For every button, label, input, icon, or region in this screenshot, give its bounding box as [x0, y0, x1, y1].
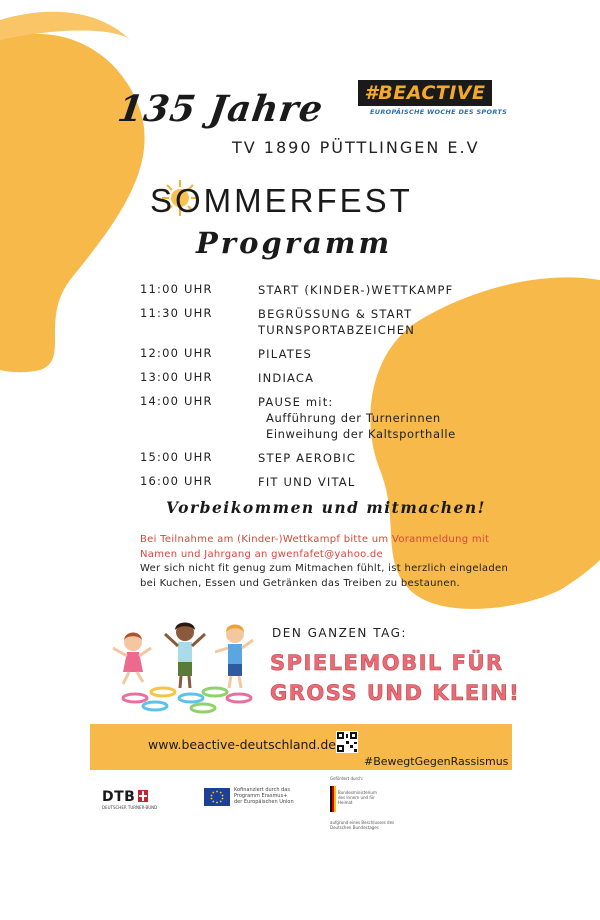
federal-eagle-icon	[330, 786, 338, 812]
schedule-activity: PAUSE mit: Aufführung der Turnerinnen Einweihung der Kaltsporthalle	[258, 395, 456, 441]
schedule-time: 11:30 UHR	[140, 306, 213, 320]
schedule-time: 15:00 UHR	[140, 450, 213, 464]
event-title: SOMMERFEST	[150, 182, 413, 219]
bundestag-note: aufgrund eines Beschlusses des Deutschen Bundestages	[330, 820, 395, 830]
club-name: TV 1890 PÜTTLINGEN E.V	[232, 138, 480, 157]
hashtag: #BewegtGegenRassismus	[364, 755, 509, 768]
funding-label: Gefördert durch:	[330, 776, 364, 781]
schedule-row	[140, 474, 480, 490]
schedule-row	[140, 394, 480, 442]
info-notes	[140, 533, 520, 591]
schedule-activity: PILATES	[258, 347, 312, 361]
anniversary-title: 135 Jahre	[115, 88, 327, 130]
schedule-time: 14:00 UHR	[140, 394, 213, 408]
schedule-time: 16:00 UHR	[140, 474, 213, 488]
program-subtitle: Programm	[196, 226, 393, 260]
schedule-row	[140, 306, 480, 338]
schedule-row	[140, 450, 480, 466]
slogan: Vorbeikommen und mitmachen!	[166, 498, 486, 517]
beactive-subtitle: EUROPÄISCHE WOCHE DES SPORTS	[370, 108, 508, 116]
eu-flag-icon	[204, 788, 230, 806]
schedule-row	[140, 370, 480, 386]
invitation-note: Wer sich nicht fit genug zum Mitmachen fühlt, ist herzlich eingeladen bei Kuchen, Essen und Getränken das Treiben zu bestaunen.	[140, 563, 509, 589]
schedule-row	[140, 346, 480, 362]
all-day-label: DEN GANZEN TAG:	[272, 626, 407, 640]
kids-illustration	[105, 618, 265, 718]
schedule-activity: BEGRÜSSUNG & START TURNSPORTABZEICHEN	[258, 307, 416, 337]
dtb-emblem-icon	[138, 790, 148, 802]
schedule-activity: START (KINDER-)WETTKAMPF	[258, 283, 454, 297]
erasmus-note: Kofinanziert durch das Programm Erasmus+ der Europäischen Union	[234, 787, 294, 805]
schedule-time: 11:00 UHR	[140, 282, 213, 296]
website-link[interactable]: www.beactive-deutschland.de	[148, 737, 336, 752]
schedule-activity: STEP AEROBIC	[258, 451, 357, 465]
schedule-row	[140, 282, 480, 298]
beactive-logo: #BEACTIVE	[358, 80, 492, 106]
schedule-time: 12:00 UHR	[140, 346, 213, 360]
schedule-time: 13:00 UHR	[140, 370, 213, 384]
spielemobil-headline: SPIELEMOBIL FÜR GROSS UND KLEIN!	[270, 651, 521, 705]
schedule-activity: FIT UND VITAL	[258, 475, 356, 489]
qr-code-icon[interactable]	[336, 731, 358, 753]
registration-note: Bei Teilnahme am (Kinder-)Wettkampf bitte um Voranmeldung mit Namen und Jahrgang an gwenfafet@yahoo.de	[140, 534, 490, 560]
schedule	[140, 282, 480, 498]
dtb-logo: DTB	[102, 789, 136, 805]
schedule-activity: INDIACA	[258, 371, 315, 385]
dtb-subtitle: DEUTSCHER TURNER-BUND	[102, 805, 158, 810]
ministry-name: Bundesministerium des Innern und für Heimat	[338, 790, 377, 805]
